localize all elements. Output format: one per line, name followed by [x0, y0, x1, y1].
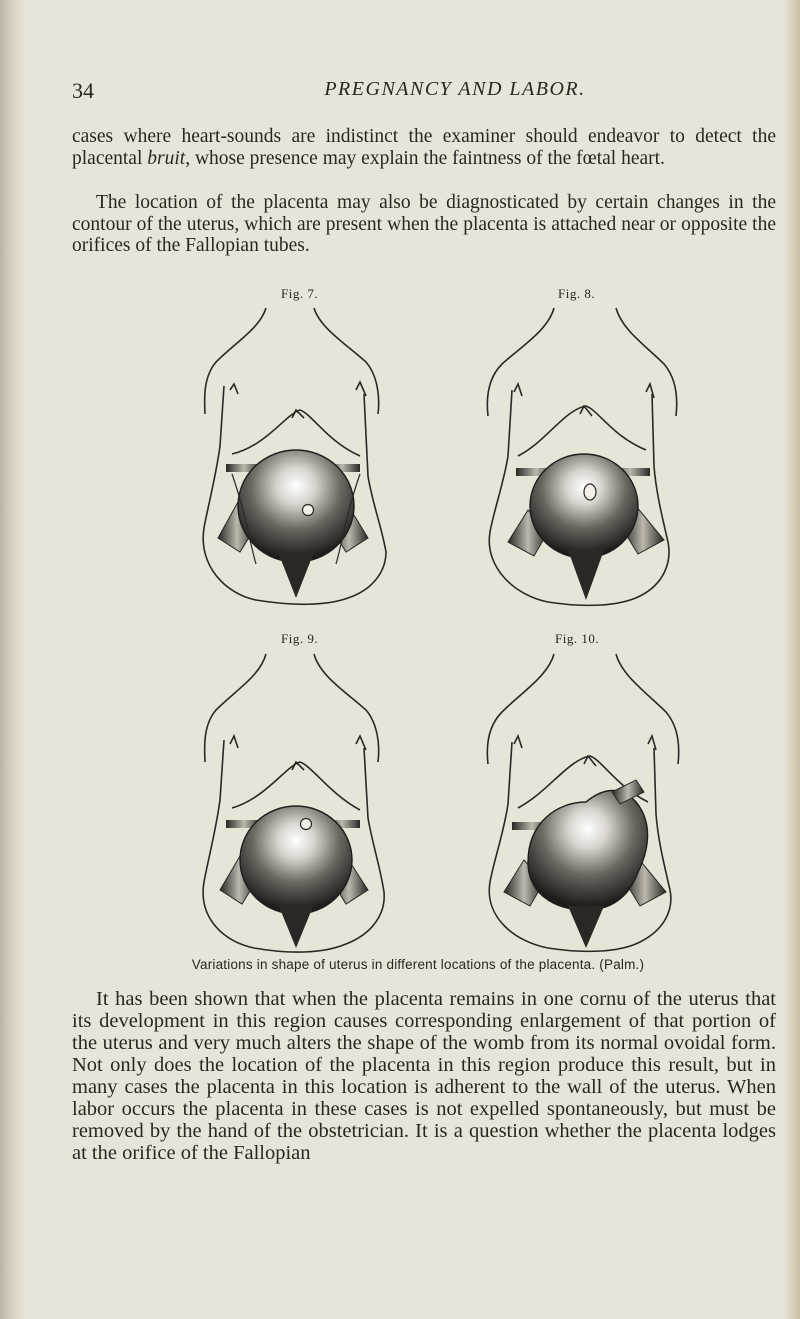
paragraph-3: It has been shown that when the placenta remains in one cornu of the uterus that its development in this region causes corresponding enlargement of that portion of the uterus and very much alters the shape of the womb from its normal ovoidal form. Not only does the location of the placenta in this region produce this result, but in many cases the placenta in this location is adherent to the wall of the uterus. When labor occurs the placenta in these cases is not expelled spontaneously, but must be removed by the hand of the obstetrician. It is a question whether the placenta lodges at the orifice of the Fallopian — [72, 988, 776, 1164]
figure-9-illustration — [196, 652, 406, 964]
figure-10-illustration — [468, 652, 690, 964]
page-header — [72, 78, 778, 106]
figure-8-label: Fig. 8. — [558, 286, 596, 301]
page-number: 34 — [72, 78, 94, 103]
running-head: PREGNANCY AND LABOR. — [324, 78, 586, 100]
figure-7-label: Fig. 7. — [281, 286, 319, 301]
page-edge-shadow — [784, 0, 800, 1319]
page-spine-shadow — [0, 0, 26, 1319]
paragraph-2: The location of the placenta may also be diagnosticated by certain changes in the contour of the uterus, which are present when the placenta is attached near or opposite the orifices of the Fallopian tubes. — [72, 192, 776, 256]
figure-8-illustration — [468, 306, 688, 626]
figure-10-label: Fig. 10. — [555, 631, 600, 646]
figure-9-label: Fig. 9. — [281, 631, 319, 646]
paragraph-1: cases where heart-sounds are indistinct the examiner should endeavor to detect the placental bruit, whose presence may explain the faintness of the fœtal heart. — [72, 126, 776, 169]
paragraph-1-emphasis: bruit — [147, 147, 186, 169]
figure-caption: Variations in shape of uterus in different locations of the placenta. (Palm.) — [191, 957, 645, 972]
figure-7-illustration — [196, 306, 406, 626]
